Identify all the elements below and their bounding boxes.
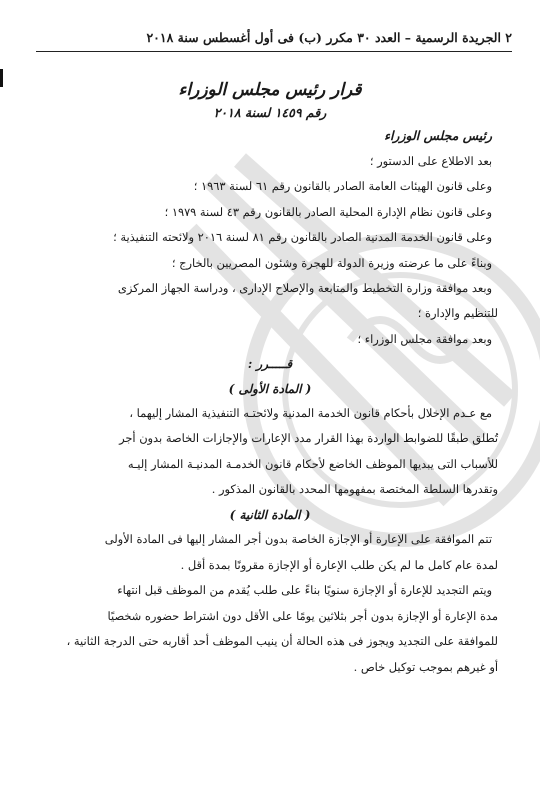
gazette-header: ٢ الجريدة الرسمية – العدد ٣٠ مكرر (ب) فى أول أغسطس سنة ٢٠١٨ xyxy=(146,30,512,45)
issuer-line: رئيس مجلس الوزراء xyxy=(384,128,492,143)
preamble-line-8: وبعد موافقة مجلس الوزراء ؛ xyxy=(357,332,492,346)
decision-heading: قـــــرر : xyxy=(247,357,293,371)
preamble-line-6: وبعد موافقة وزارة التخطيط والمتابعة والإصلاح الإدارى ، ودراسة الجهاز المركزى xyxy=(117,281,492,295)
decree-title: قرار رئيس مجلس الوزراء xyxy=(178,80,362,100)
preamble-line-3: وعلى قانون نظام الإدارة المحلية الصادر بالقانون رقم ٤٣ لسنة ١٩٧٩ ؛ xyxy=(164,205,492,219)
article-2-line-6: أو غيرهم بموجب توكيل خاص . xyxy=(353,660,498,674)
decree-number: رقم ١٤٥٩ لسنة ٢٠١٨ xyxy=(213,105,327,120)
article-2-line-3: ويتم التجديد للإعارة أو الإجازة سنويًا بناءً على طلب يُقدم من الموظف قبل انتهاء xyxy=(117,583,492,597)
header-divider xyxy=(36,51,512,52)
article-2-line-2: لمدة عام كامل ما لم يكن طلب الإعارة أو الإجازة مقرونًا بمدة أقل . xyxy=(180,558,498,572)
seal-watermark xyxy=(150,140,540,560)
preamble-line-2: وعلى قانون الهيئات العامة الصادر بالقانون رقم ٦١ لسنة ١٩٦٣ ؛ xyxy=(193,179,492,193)
article-2-line-4: مدة الإعارة أو الإجازة بدون أجر بثلاثين يومًا على الأقل دون اشتراط حضوره شخصيًا xyxy=(107,609,498,623)
preamble-line-7: للتنظيم والإدارة ؛ xyxy=(417,306,498,320)
preamble-line-5: وبناءً على ما عرضته وزيرة الدولة للهجرة وشئون المصريين بالخارج ؛ xyxy=(171,256,492,270)
preamble-line-4: وعلى قانون الخدمة المدنية الصادر بالقانون رقم ٨١ لسنة ٢٠١٦ ولائحته التنفيذية ؛ xyxy=(113,230,492,244)
article-1-line-3: للأسباب التى يبديها الموظف الخاضع لأحكام قانون الخدمـة المدنيـة المشار إليـه xyxy=(127,457,498,471)
article-2-line-1: تتم الموافقة على الإعارة أو الإجازة الخاصة بدون أجر المشار إليها فى المادة الأولى xyxy=(104,532,492,546)
article-1-heading: ( المادة الأولى ) xyxy=(228,382,312,396)
article-1-line-1: مع عـدم الإخلال بأحكام قانون الخدمة المدنية ولائحتـه التنفيذية المشار إليهما ، xyxy=(129,406,492,420)
article-2-line-5: للموافقة على التجديد ويجوز فى هذه الحالة أن ينيب الموظف أحد أقاربه حتى الدرجة الثانية ، xyxy=(66,634,498,648)
article-2-heading: ( المادة الثانية ) xyxy=(229,508,311,522)
article-1-line-2: تُطلق طبقًا للضوابط الواردة بهذا القرار مدد الإعارات والإجازات الخاصة بدون أجر xyxy=(119,431,498,445)
article-1-line-4: وتقدرها السلطة المختصة بمفهومها المحدد بالقانون المذكور . xyxy=(211,482,498,496)
preamble-line-1: بعد الاطلاع على الدستور ؛ xyxy=(369,154,492,168)
